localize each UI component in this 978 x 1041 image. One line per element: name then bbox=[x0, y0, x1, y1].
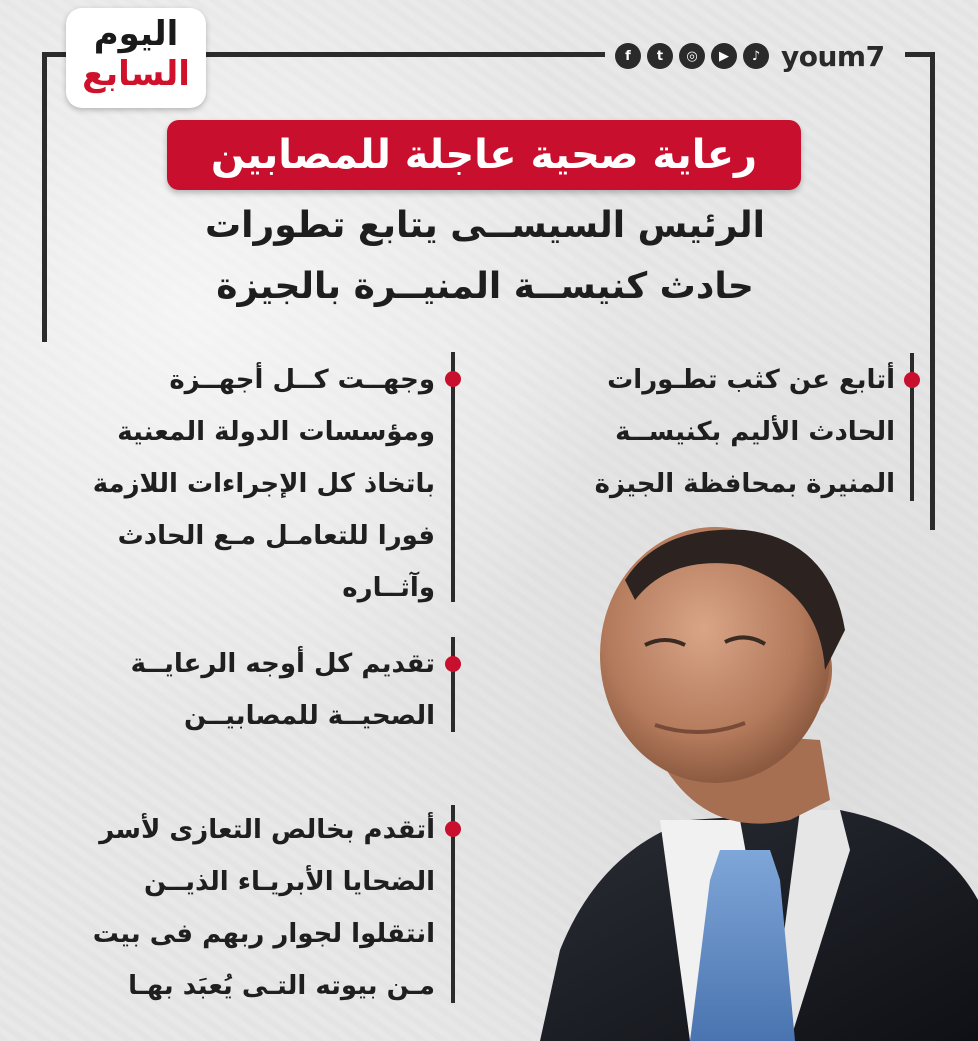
headline-banner bbox=[167, 120, 801, 190]
bullet-item bbox=[60, 354, 435, 614]
bullet-line: انتقلوا لجوار ربهم فى بيت bbox=[92, 919, 435, 949]
brand-handle: youm7 bbox=[781, 39, 885, 73]
bullet-dot bbox=[445, 656, 461, 672]
bullet-line: مـن بيوته التـى يُعبَد بهـا bbox=[128, 971, 435, 1001]
bullet-line: باتخاذ كل الإجراءات اللازمة bbox=[92, 469, 435, 499]
headline-title: رعاية صحية عاجلة للمصابين bbox=[210, 132, 758, 178]
bullet-line: الحادث الأليم بكنيســة bbox=[615, 417, 895, 447]
frame-border bbox=[205, 52, 605, 57]
logo-text-top: اليوم bbox=[93, 14, 179, 54]
tiktok-icon: ♪ bbox=[743, 43, 769, 69]
twitter-icon: t bbox=[647, 43, 673, 69]
bullet-line: الضحايا الأبريـاء الذيــن bbox=[144, 867, 435, 897]
bullet-line: فورا للتعامـل مـع الحادث bbox=[117, 521, 435, 551]
bullet-dot bbox=[445, 371, 461, 387]
bullet-item bbox=[60, 638, 435, 742]
bullet-dot bbox=[445, 821, 461, 837]
logo-text-bottom: السابع bbox=[82, 54, 190, 94]
bullet-line: وآثــاره bbox=[342, 573, 435, 603]
bullet-line: المنيرة بمحافظة الجيزة bbox=[594, 469, 895, 499]
subtitle-line-1: الرئيس السيســى يتابع تطورات bbox=[204, 205, 766, 246]
frame-border bbox=[930, 52, 935, 530]
facebook-icon: f bbox=[615, 43, 641, 69]
bullet-line: وجهــت كــل أجهــزة bbox=[169, 365, 435, 395]
subtitle-line-2: حادث كنيســة المنيــرة بالجيزة bbox=[216, 266, 754, 307]
bullet-line: أتابع عن كثب تطـورات bbox=[607, 365, 895, 395]
social-bar bbox=[615, 40, 885, 72]
youtube-icon: ▶ bbox=[711, 43, 737, 69]
instagram-icon: ◎ bbox=[679, 43, 705, 69]
frame-border bbox=[42, 52, 47, 342]
bullet-divider bbox=[451, 637, 455, 732]
portrait-photo bbox=[540, 520, 978, 1041]
bullet-line: أتقدم بخالص التعازى لأسر bbox=[99, 815, 435, 845]
youm7-logo bbox=[66, 8, 206, 108]
bullet-line: الصحيــة للمصابيــن bbox=[184, 701, 435, 731]
bullet-divider bbox=[451, 352, 455, 602]
bullet-dot bbox=[904, 372, 920, 388]
bullet-line: تقديم كل أوجه الرعايــة bbox=[130, 649, 435, 679]
bullet-item bbox=[60, 804, 435, 1012]
bullet-line: ومؤسسات الدولة المعنية bbox=[117, 417, 435, 447]
bullet-item bbox=[540, 354, 895, 510]
